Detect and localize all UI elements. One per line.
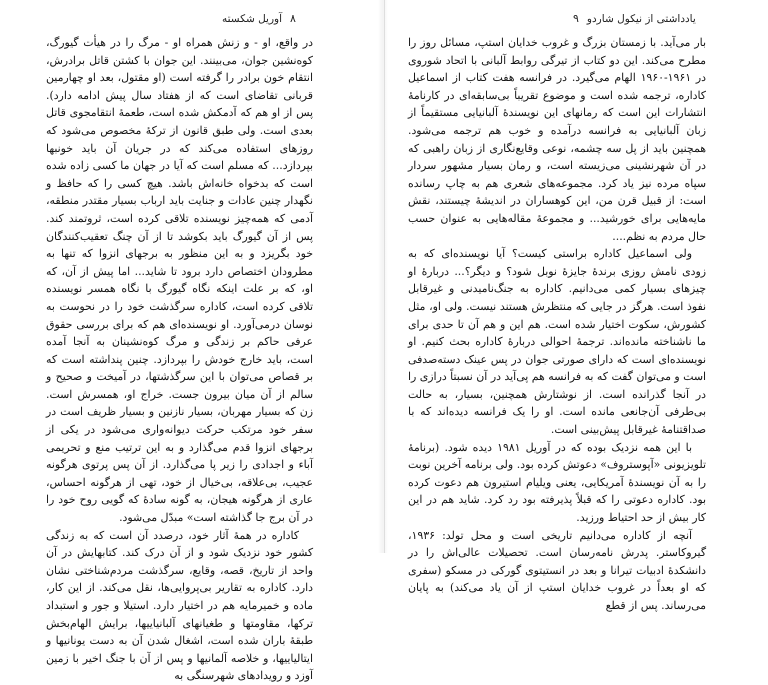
right-page <box>385 0 768 612</box>
right-paragraph-1: بار می‌آید. با زمستان بزرگ و غروب خدایان استپ، مسائل روز را مطرح می‌کند. این دو کتاب از تیرگی روابط آلبانی با اتحاد شوروی در ۱۹۶۱-۱۹۶۰ الهام می‌گیرد. در فرانسه هفت کتاب از اسماعیل کاداره، ترجمه شده است و موضوع تقریباً بی‌سابقه‌ای در کارنامهٔ انتشارات این است که رمانهای این نویسندهٔ آلبانیایی مستقیماً از زبان آلبانیایی به فرانسه درآمده و خوب هم ترجمه می‌شود. همچنین باید از پل سه چشمه، نوعی وقایع‌نگاری از زبان راهبی که در آن شهرنشینی می‌زیسته است، و رمان بسیار مشهور سردار سپاه مرده نیز یاد کرد. مجموعه‌های شعری هم به چاپ رسانده است: از قبیل قرن من، این کوهساران در اندیشهٔ چیستند، نقش مایه‌هایی برای خورشید... و مجموعهٔ مقاله‌هایی به عنوان حسب حال مردم به نظم.... <box>408 36 706 243</box>
left-paragraph-2: کاداره در همهٔ آثار خود، درصدد آن است که به زندگی کشور خود نزدیک شود و از آن درک کند. کتابهایش در آن واحد از تاریخ، قصه، وقایع، سرگذشت مردم‌شناختی نشان دارد. کاداره به تقاریر بی‌پروایی‌ها، نقل می‌کند. از این کار، ماده و خمیرمایه هم در اختیار دارد. استیلا و جور و استبداد ترکها، مقاومتها و طغیانهای آلبانیاییها، برایش الهام‌بخش طبقهٔ باران شده است، اشغال شدن آن به دست یونانیها و ایتالیاییها، و خلاصه آلمانیها و پس از آن با جنگ اخیر با زمین آوزد و رویدادهای شهرسنگی به <box>46 528 313 683</box>
right-body-text <box>408 34 706 615</box>
right-running-head <box>573 12 696 25</box>
right-page-number: ۹ <box>573 12 579 25</box>
right-paragraph-4: آنچه از کاداره می‌دانیم تاریخی است و محل تولد: ۱۹۳۶، گیروکاستر. پدرش نامه‌رسان است. تحصیلات عالی‌اش را در دانشکدهٔ ادبیات تیرانا و بعد در انستیتوی گورکی در مسکو (سفری که او بعداً در غروب خدایان استپ از آن یاد می‌کند) به پایان می‌رساند. پس از قطع <box>408 528 706 612</box>
right-paragraph-2: ولی اسماعیل کاداره براستی کیست؟ آیا نویسنده‌ای که به زودی نامش روزی برندهٔ جایزهٔ نوبل شود؟ و دیگر؟... دربارهٔ او چیزهای بسیار کمی می‌دانیم. کاداره به جنگ‌نامیدنی و غیرقابل نفوذ است. هرگز در جایی که منتظرش هستند نیست. ولی او، مثل کشورش، سکوت اختیار شده است. هم این و هم آن تا حدی برای ما ناشناخته مانده‌اند. ترجمهٔ احوالی دربارهٔ کاداره بحث کنیم. او نویسنده‌ای است که دارای صورتی جوان در پس عینک دسته‌صدفی است و می‌توان گفت که به فرانسه هم پی‌آید در آن نسبتاً درازی را در آنجا گذرانده است. از نوشتارش همچنین، بسیار، به حالت بی‌طرفی آن‌جانعی مانده است. او را یک فرانسه دیده‌اند که با صداقتنامهٔ غیرقابل پیش‌بینی است. <box>408 247 706 437</box>
right-running-title: یادداشتی از نیکول شاردو <box>586 13 696 25</box>
right-paragraph-3: با این همه نزدیک بوده که در آوریل ۱۹۸۱ دیده شود. (برنامهٔ تلویزیونی «آپوستروف» دعوتش کرده بود. ولی برنامه آخرین نوبت را به آن نویسندهٔ آمریکایی، یعنی ویلیام استیرون هم دعوت کرده بود. کاداره دعوتی را که قبلاً پذیرفته بود رد کرد. شاید هم در این کار بیش از حد احتیاط ورزید. <box>408 440 706 525</box>
left-running-title: آوریل شکسته <box>222 13 283 25</box>
left-page <box>0 0 385 683</box>
left-running-head <box>222 12 296 25</box>
left-body-text <box>46 34 313 685</box>
left-paragraph-1: در واقع، او - و زنش همراه او - مرگ را در هیأت گیورگ، کوه‌نشین جوان، می‌بینند. این جوان با کشتن قاتل برادرش، انتقام خون برادر را گرفته است (او مقتول، بعد او چهارمین قربانی تقاضای است که از هفتاد سال پیش ادامه دارد). پس از او هم که آدمکش شده است، طعمهٔ انتقامجوی قاتل بعدی است. ولی طبق قانون از ترکهٔ مخصوص می‌شود که روزهای استفاده می‌کند که در جریان آن باید خونبها بپردازد... که مسلم است که آیا در جهان ما کسی زاده شده است که بدخواه خانه‌اش باشد. هیچ کسی را که حافظ و نگهدار چنین عادات و جنایت باید ارباب بسیار مقتدر منطقه، آدمی که همه‌چیز نویسنده تلاقی کرده است، ثروتمند کند. پس از آن گیورگ باید بکوشد تا از آن چنگ تعقیب‌کنندگان خود بگریزد و به این منظور به برجهای انزوا که تنها به مطرودان اختصاص دارد برود تا شاید... اما پیش از آن، که او، که بر علت اینکه نگاه گیورگ با نگاه همسر نویسنده تلاقی کرده است، کاداره سرگذشت خود را در نحوست به نوسان درمی‌آورد. او نویسنده‌ای هم که برای بررسی حقوق عرفی حاکم بر زندگی و مرگ کوه‌نشینان به آنجا آمده است، باید خارج خودش را بپردازد. چنین پنداشته است که بر قصاص می‌توان با این سرگذشتها، در آمیخت و صحیح و سالم از آن میان بیرون جست. خراج او، همسرش است. زن که بسیار مهربان، بسیار نازنین و بسیار ظریف است در سفر خود مرتکب حرکت دیوانه‌واری می‌شود در یکی از برجهای انزوا قدم می‌گذارد و به این ترتیب منع و تحریمی آباء و اجدادی را زیر پا می‌گذارد. از آن پس پرتوی هرگونه عجیب، بی‌علاقه، بی‌خیال از خود، تهی از هرگونه احساس، عاری از هرگونه هیجان، به گونه سادهٔ که گویی روح خود را در آن برج جا گذاشته است» مبدّل می‌شود. <box>46 36 313 525</box>
left-page-number: ۸ <box>290 12 296 25</box>
